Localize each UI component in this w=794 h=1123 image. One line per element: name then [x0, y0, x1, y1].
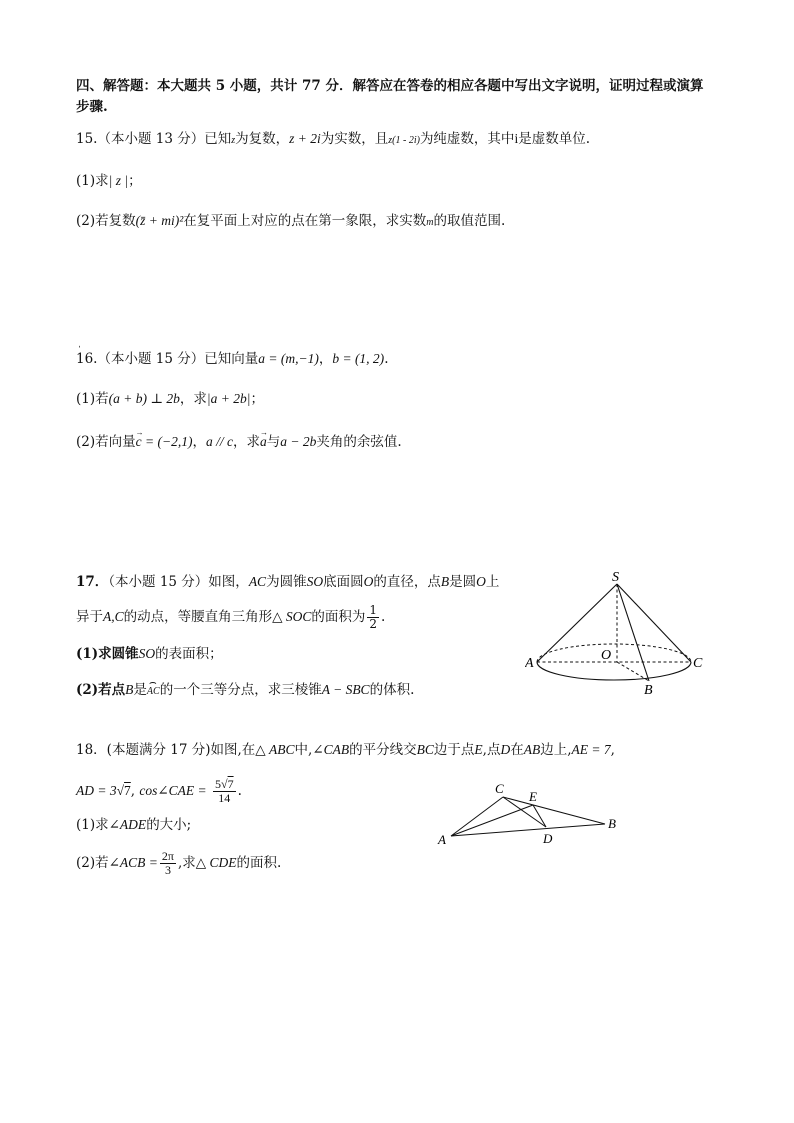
q18-angle-fraction: $\frac{2\pi}{3}$	[161, 849, 174, 877]
cone-base-back-arc	[537, 644, 691, 662]
tri-side-ac	[451, 797, 503, 836]
section-heading-line1: 四、解答题：本大题共 5 小题，共计 77 分．解答应在答卷的相应各题中写出文字说明，证明过程或演算	[76, 78, 704, 94]
cone-label-c: C	[693, 656, 703, 671]
q18-part1: (1)求∠ADE的大小;	[76, 817, 192, 833]
tri-seg-cd	[503, 797, 546, 827]
q16-part1: (1)若(a + b) ⊥ 2b，求|a + 2b|；	[76, 391, 264, 407]
q16-stem: 16.（本小题 15 分）已知向量ˈ a = (m,−1)，ˈ b = (1, 2).	[76, 350, 388, 368]
q18-stem-line2: AD = 3√7, cos∠CAE = $\frac{5√7}{14}$ .	[76, 777, 242, 805]
q17-part1: (1)求圆锥SO的表面积；	[76, 646, 223, 662]
q16-part2: (2)若向量→ c = (−2,1)，a // c，求→ a与a − 2b夹角的余弦值.	[76, 433, 402, 451]
tri-side-ab	[451, 824, 605, 836]
cone-base-front-arc	[537, 662, 691, 680]
cone-edge-sc	[617, 584, 691, 662]
tri-label-a: A	[438, 832, 446, 847]
cone-label-a: A	[525, 656, 534, 671]
q15-stem: 15.（本小题 13 分）已知z为复数，z + 2i为实数，且z(1 - 2i)为纯虚数，其中i是虚数单位.	[76, 131, 590, 147]
triangle-figure	[433, 778, 623, 850]
tri-label-d: D	[543, 831, 553, 846]
q15-part1: (1)求| z |；	[76, 173, 142, 189]
q18-part2: (2)若∠ACB = $\frac{2\pi}{3}$ ,求△ CDE的面积.	[76, 849, 282, 877]
cone-label-b: B	[644, 683, 653, 698]
q17-stem-line1: 17．（本小题 15 分）如图，AC为圆锥SO底面圆O的直径，点B是圆O上	[76, 574, 500, 590]
section-heading-line2: 步骤.	[76, 99, 108, 115]
cone-figure	[525, 565, 715, 700]
tri-label-b: B	[608, 816, 616, 831]
q15-part2: (2)若复数(z̄ + mi)²在复平面上对应的点在第一象限，求实数m的取值范围.	[76, 213, 506, 229]
cone-edge-sb	[617, 584, 649, 681]
cone-label-s: S	[612, 570, 619, 585]
q17-stem-line2: 异于A,C的动点，等腰直角三角形△ SOC的面积为 $\frac{1}{2}$ .	[76, 603, 386, 631]
q17-part2: (2)若点B是⌢ AC的一个三等分点，求三棱锥A − SBC的体积.	[76, 681, 414, 701]
q18-cos-fraction: $\frac{5√7}{14}$	[214, 777, 234, 805]
tri-label-e: E	[529, 789, 537, 804]
q18-stem-line1: 18．(本题满分 17 分)如图,在△ ABC中,∠CAB的平分线交BC边于点E,点D在AB边上,AE = 7,	[76, 742, 615, 758]
tri-label-c: C	[495, 781, 504, 796]
q17-fraction: $\frac{1}{2}$	[369, 603, 378, 631]
cone-label-o: O	[601, 648, 612, 663]
